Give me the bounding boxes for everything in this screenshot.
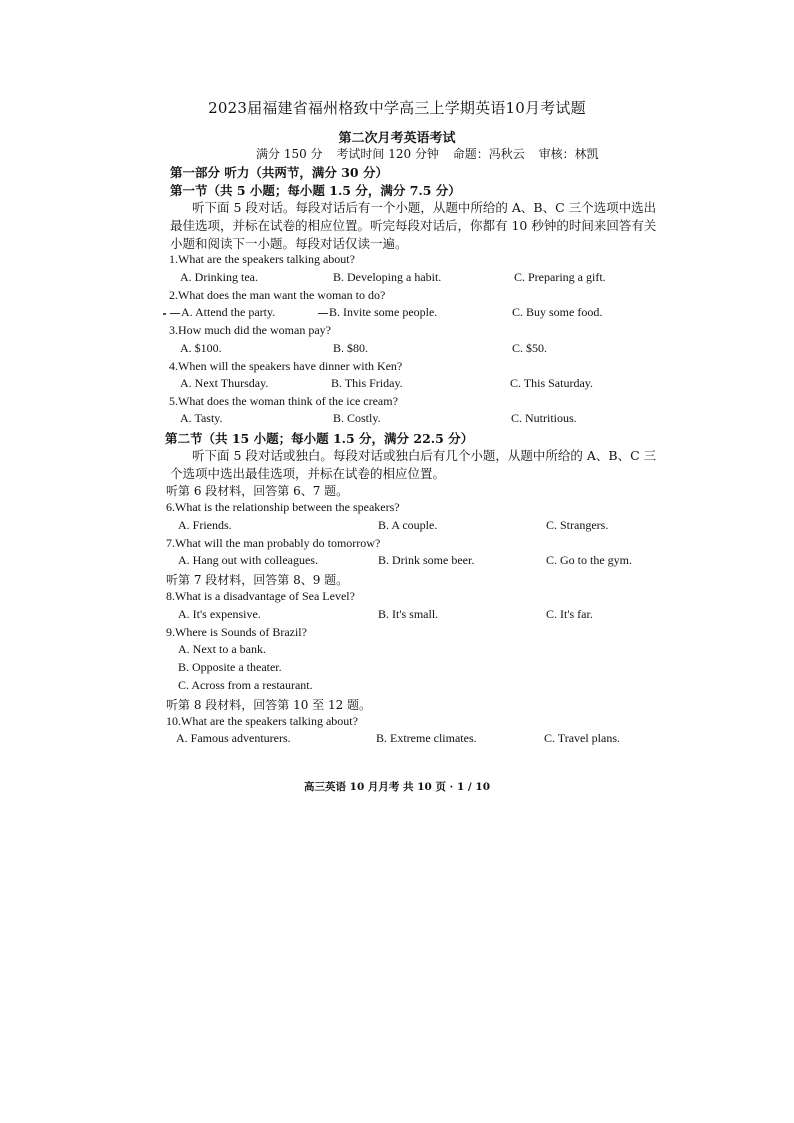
- q2-option-c: C. Buy some food.: [512, 305, 603, 319]
- q5-option-c: C. Nutritious.: [511, 411, 577, 425]
- question-9: 9.Where is Sounds of Brazil?: [166, 625, 307, 639]
- q5-option-b: B. Costly.: [333, 411, 381, 425]
- material-7-instruction: 听第 7 段材料，回答第 8、9 题。: [166, 573, 349, 587]
- q6-option-c: C. Strangers.: [546, 518, 609, 532]
- part1-title: 第一部分 听力（共两节，满分 30 分）: [170, 165, 388, 180]
- exam-subtitle: 第二次月考英语考试: [338, 131, 456, 146]
- q6-option-a: A. Friends.: [178, 518, 232, 532]
- q3-option-b: B. $80.: [333, 341, 369, 355]
- meta-author: 命题：冯秋云: [452, 147, 525, 161]
- q4-option-a: A. Next Thursday.: [180, 376, 269, 390]
- question-4: 4.When will the speakers have dinner with Ken?: [169, 359, 403, 373]
- exam-title: 2023届福建省福州格致中学高三上学期英语10月考试题: [208, 99, 586, 117]
- q10-option-c: C. Travel plans.: [544, 731, 621, 745]
- q7-option-c: C. Go to the gym.: [546, 553, 632, 567]
- q9-option-b: B. Opposite a theater.: [178, 660, 282, 674]
- q2-option-b: B. Invite some people.: [329, 305, 438, 319]
- section1-instruction-line2: 最佳选项，并标在试卷的相应位置。听完每段对话后，你都有 10 秒钟的时间来回答有关: [170, 218, 657, 233]
- q10-option-a: A. Famous adventurers.: [176, 731, 291, 745]
- section2-instruction-line2: 个选项中选出最佳选项，并标在试卷的相应位置。: [170, 466, 446, 481]
- section1-instruction-line3: 小题和阅读下一小题。每段对话仅读一遍。: [170, 236, 408, 251]
- q7-option-b: B. Drink some beer.: [378, 553, 475, 567]
- question-3: 3.How much did the woman pay?: [169, 323, 331, 337]
- meta-reviewer: 审核：林凯: [538, 147, 599, 161]
- scan-dash: [170, 313, 180, 314]
- q4-option-c: C. This Saturday.: [510, 376, 593, 390]
- question-10: 10.What are the speakers talking about?: [166, 714, 358, 728]
- q8-option-c: C. It's far.: [546, 607, 593, 621]
- q7-option-a: A. Hang out with colleagues.: [178, 553, 318, 567]
- q4-option-b: B. This Friday.: [331, 376, 403, 390]
- q1-option-a: A. Drinking tea.: [180, 270, 258, 284]
- q1-option-b: B. Developing a habit.: [333, 270, 442, 284]
- section1-title: 第一节（共 5 小题；每小题 1.5 分，满分 7.5 分）: [170, 183, 461, 198]
- q5-option-a: A. Tasty.: [180, 411, 223, 425]
- meta-time: 考试时间 120 分钟: [336, 147, 439, 161]
- q8-option-a: A. It's expensive.: [178, 607, 261, 621]
- scan-dash: [318, 313, 328, 314]
- q2-option-b-wrap: [318, 305, 437, 320]
- q9-option-a: A. Next to a bank.: [178, 642, 266, 656]
- section2-title: 第二节（共 15 小题；每小题 1.5 分，满分 22.5 分）: [165, 431, 474, 446]
- q10-option-b: B. Extreme climates.: [376, 731, 477, 745]
- material-6-instruction: 听第 6 段材料，回答第 6、7 题。: [166, 484, 349, 498]
- q6-option-b: B. A couple.: [378, 518, 438, 532]
- page-footer: 高三英语 10 月月考 共 10 页 · 1 / 10: [303, 781, 491, 793]
- q1-option-c: C. Preparing a gift.: [514, 270, 606, 284]
- q2-option-a-wrap: [170, 305, 275, 320]
- question-8: 8.What is a disadvantage of Sea Level?: [166, 589, 355, 603]
- q3-option-a: A. $100.: [180, 341, 222, 355]
- question-5: 5.What does the woman think of the ice cream?: [169, 394, 398, 408]
- question-1: 1.What are the speakers talking about?: [169, 252, 355, 266]
- question-6: 6.What is the relationship between the speakers?: [166, 500, 400, 514]
- section1-instruction-line1: 听下面 5 段对话。每段对话后有一个小题，从题中所给的 A、B、C 三个选项中选出: [192, 200, 657, 215]
- question-2: 2.What does the man want the woman to do?: [169, 288, 386, 302]
- meta-score: 满分 150 分: [256, 147, 323, 161]
- scan-mark: [163, 313, 166, 315]
- q3-option-c: C. $50.: [512, 341, 548, 355]
- material-8-instruction: 听第 8 段材料，回答第 10 至 12 题。: [166, 698, 372, 712]
- q9-option-c: C. Across from a restaurant.: [178, 678, 313, 692]
- question-7: 7.What will the man probably do tomorrow?: [166, 536, 381, 550]
- q2-option-a: A. Attend the party.: [181, 305, 276, 319]
- q8-option-b: B. It's small.: [378, 607, 439, 621]
- exam-meta: [256, 145, 609, 162]
- section2-instruction-line1: 听下面 5 段对话或独白。每段对话或独白后有几个小题，从题中所给的 A、B、C 三: [192, 448, 657, 463]
